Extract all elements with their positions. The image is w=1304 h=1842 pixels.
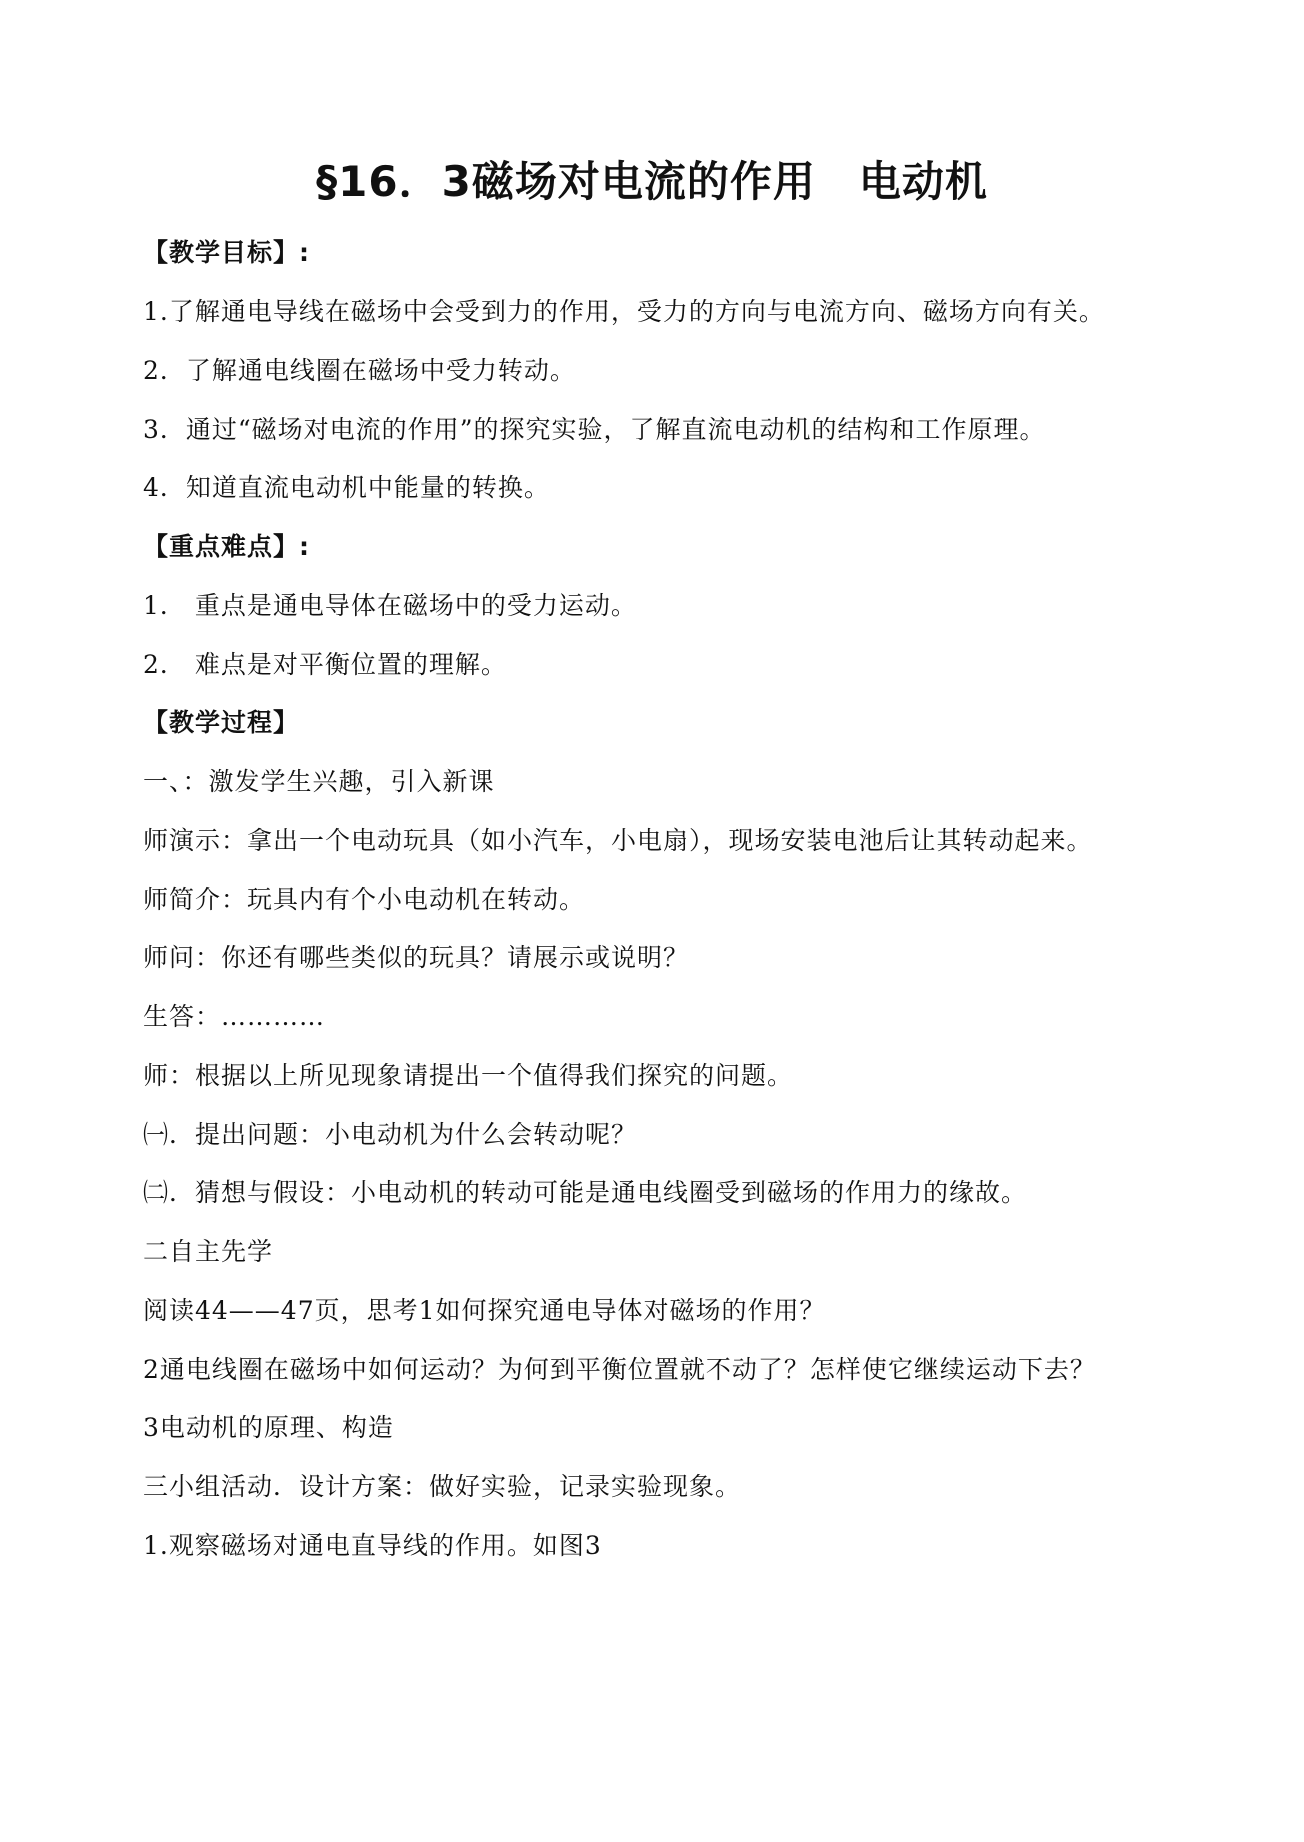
reading-task-2: 2通电线圈在磁场中如何运动？为何到平衡位置就不动了？怎样使它继续运动下去？ — [143, 1355, 1096, 1384]
objective-1: 1.了解通电导线在磁场中会受到力的作用，受力的方向与电流方向、磁场方向有关。 — [143, 297, 1105, 326]
section-heading-objectives: 【教学目标】: — [143, 238, 310, 267]
teacher-intro: 师简介：玩具内有个小电动机在转动。 — [143, 885, 586, 914]
section-heading-key-points: 【重点难点】: — [143, 532, 310, 561]
key-point-2: 2． 难点是对平衡位置的理解。 — [143, 650, 507, 679]
objective-3: 3．通过“磁场对电流的作用”的探究实验，了解直流电动机的结构和工作原理。 — [143, 415, 1046, 444]
section-heading-process: 【教学过程】 — [143, 708, 300, 737]
process-step-intro: 一、：激发学生兴趣，引入新课 — [143, 767, 495, 796]
teacher-question: 师问：你还有哪些类似的玩具？请展示或说明？ — [143, 943, 690, 972]
observation-1: 1.观察磁场对通电直导线的作用。如图3 — [143, 1531, 602, 1560]
reading-task-3: 3电动机的原理、构造 — [143, 1413, 394, 1442]
page-title: §16．3磁场对电流的作用 电动机 — [316, 157, 988, 206]
hypothesis: ㈡．猜想与假设：小电动机的转动可能是通电线圈受到磁场的作用力的缘故。 — [143, 1178, 1028, 1207]
objective-4: 4．知道直流电动机中能量的转换。 — [143, 473, 550, 502]
teacher-prompt: 师：根据以上所见现象请提出一个值得我们探究的问题。 — [143, 1061, 794, 1090]
objective-2: 2．了解通电线圈在磁场中受力转动。 — [143, 356, 576, 385]
student-answer: 生答：………… — [143, 1002, 326, 1031]
self-study-heading: 二自主先学 — [143, 1237, 274, 1266]
reading-task-1: 阅读44——47页，思考1如何探究通电导体对磁场的作用？ — [143, 1296, 826, 1325]
key-point-1: 1． 重点是通电导体在磁场中的受力运动。 — [143, 591, 637, 620]
group-activity: 三小组活动．设计方案：做好实验，记录实验现象。 — [143, 1472, 742, 1501]
raise-question: ㈠．提出问题：小电动机为什么会转动呢？ — [143, 1120, 638, 1149]
teacher-demo: 师演示：拿出一个电动玩具（如小汽车，小电扇），现场安装电池后让其转动起来。 — [143, 826, 1093, 855]
